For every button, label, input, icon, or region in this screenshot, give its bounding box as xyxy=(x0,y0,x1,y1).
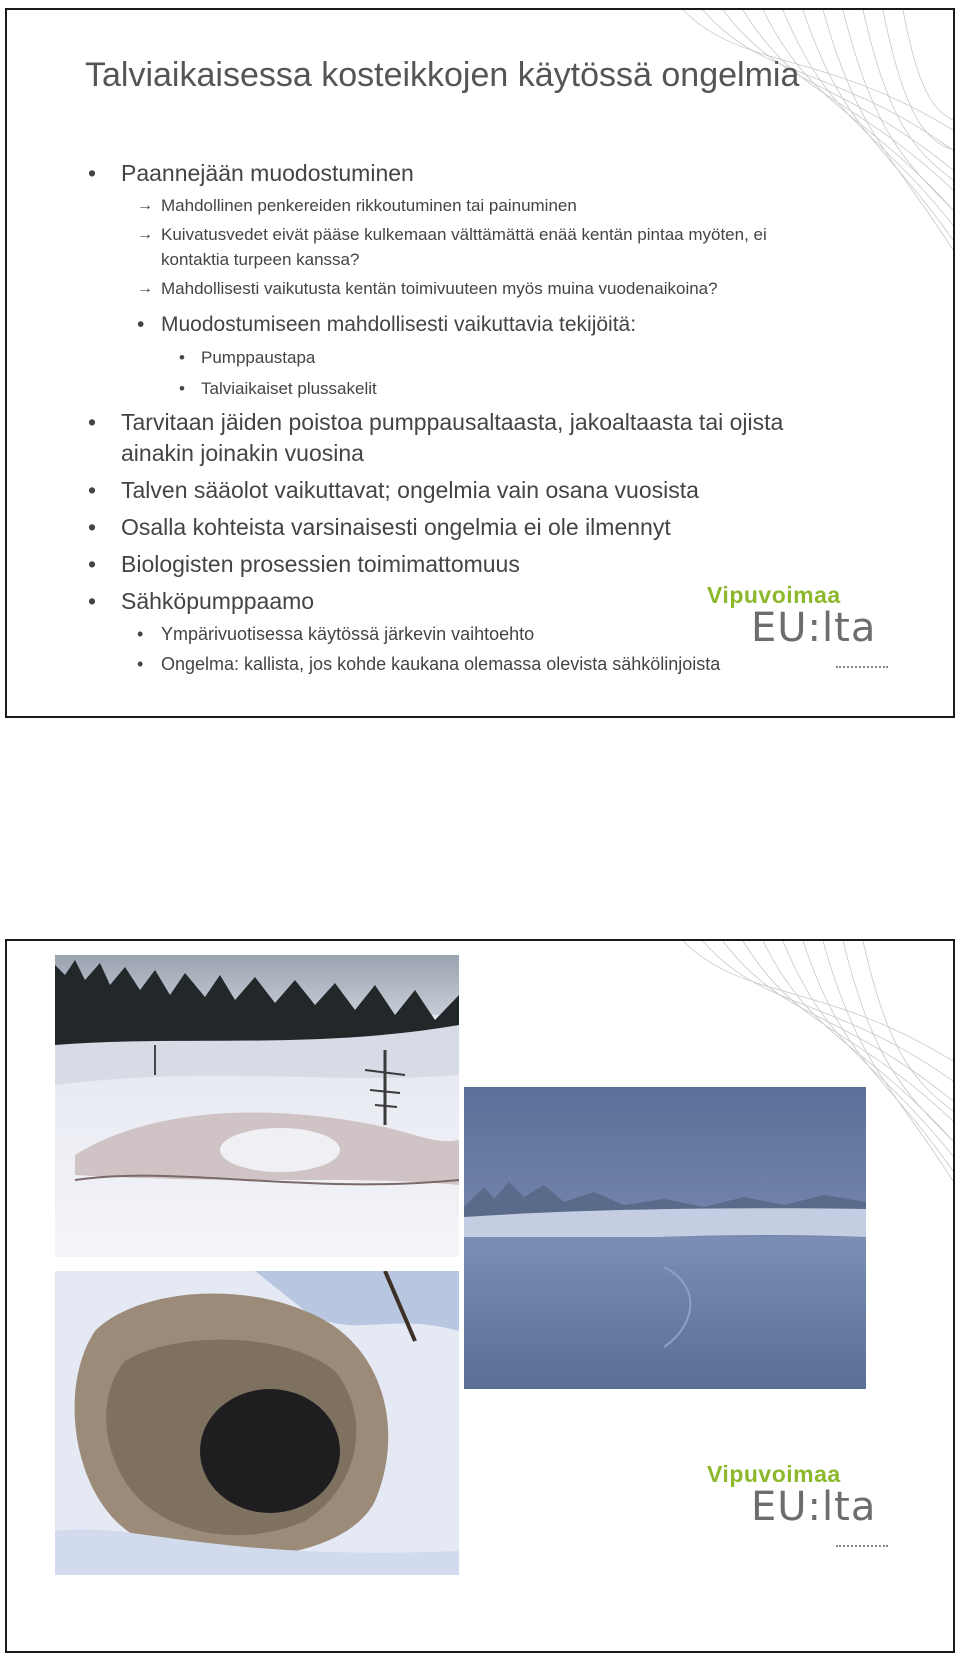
bullet-text: Mahdollisesti vaikutusta kentän toimivuuteen myös muina vuodenaikoina? xyxy=(161,279,718,298)
arrow-icon: → xyxy=(137,226,153,243)
logo-dots xyxy=(836,1545,888,1551)
bullet-icon: • xyxy=(179,348,185,367)
logo-dots xyxy=(836,666,888,672)
bullet-item-b2s xyxy=(85,622,751,647)
arrow-icon: → xyxy=(137,280,153,297)
vipuvoimaa-eu-logo xyxy=(707,1461,892,1551)
bullet-item-b2 xyxy=(85,311,825,339)
bullet-text: Ympärivuotisessa käytössä järkevin vaihtoehto xyxy=(161,624,535,644)
bullet-item-arrow xyxy=(85,193,825,218)
bullet-icon: • xyxy=(88,588,97,614)
bullet-item-b1 xyxy=(85,512,825,543)
bullet-item-b1 xyxy=(85,549,825,580)
bullet-text: Sähköpumppaamo xyxy=(121,588,315,614)
bullet-icon: • xyxy=(179,379,185,398)
snowy-pond-with-trees-photo xyxy=(55,955,459,1257)
bullet-text: Paannejään muodostuminen xyxy=(121,160,414,186)
logo-line-1: Vipuvoimaa xyxy=(707,1461,841,1487)
vipuvoimaa-eu-logo xyxy=(707,582,892,672)
bullet-icon: • xyxy=(88,551,97,577)
arrow-icon: → xyxy=(137,197,153,214)
bullet-icon: • xyxy=(88,160,97,186)
bullet-text: Osalla kohteista varsinaisesti ongelmia ei ole ilmennyt xyxy=(121,514,671,540)
bullet-item-b3 xyxy=(85,345,825,370)
bullet-icon: • xyxy=(88,514,97,540)
bullet-item-b3 xyxy=(85,376,825,401)
logo-line-2: EU:lta xyxy=(751,1484,877,1530)
bullet-text: Pumppaustapa xyxy=(201,348,316,367)
bullet-text: Ongelma: kallista, jos kohde kaukana olemassa olevista sähkölinjoista xyxy=(161,654,721,674)
bullet-item-b2s xyxy=(85,652,751,677)
bullet-icon: • xyxy=(137,654,144,674)
bullet-text: Talven sääolot vaikuttavat; ongelmia vain osana vuosista xyxy=(121,477,699,503)
logo-line-1: Vipuvoimaa xyxy=(707,582,841,608)
bullet-text: Tarvitaan jäiden poistoa pumppausaltaasta, jakoaltaasta tai ojista ainakin joinakin vuosina xyxy=(121,409,784,466)
bullet-icon: • xyxy=(137,313,145,336)
bullet-text: Talviaikaiset plussakelit xyxy=(201,379,377,398)
bullet-icon: • xyxy=(137,624,144,644)
bullet-text: Kuivatusvedet eivät pääse kulkemaan välttämättä enää kentän pintaa myöten, ei kontaktia turpeen kanssa? xyxy=(161,225,767,269)
bullet-text: Muodostumiseen mahdollisesti vaikuttavia tekijöitä: xyxy=(161,313,637,336)
bullet-text: Mahdollinen penkereiden rikkoutuminen tai painuminen xyxy=(161,196,577,215)
bullet-item-b1 xyxy=(85,475,825,506)
slide-2 xyxy=(5,939,955,1653)
bullet-item-b1 xyxy=(85,158,825,189)
bullet-item-arrow xyxy=(85,222,825,272)
ice-hole-in-snow-photo xyxy=(55,1271,459,1575)
bullet-icon: • xyxy=(88,409,97,435)
slide-title: Talviaikaisessa kosteikkojen käytössä ongelmia xyxy=(85,56,800,94)
bullet-text: Biologisten prosessien toimimattomuus xyxy=(121,551,520,577)
slide-1 xyxy=(5,8,955,718)
frozen-field-blue-photo xyxy=(464,1087,866,1389)
bullet-icon: • xyxy=(88,477,97,503)
logo-line-2: EU:lta xyxy=(751,605,877,651)
bullet-item-arrow xyxy=(85,276,825,301)
bullet-item-b1 xyxy=(85,407,825,469)
